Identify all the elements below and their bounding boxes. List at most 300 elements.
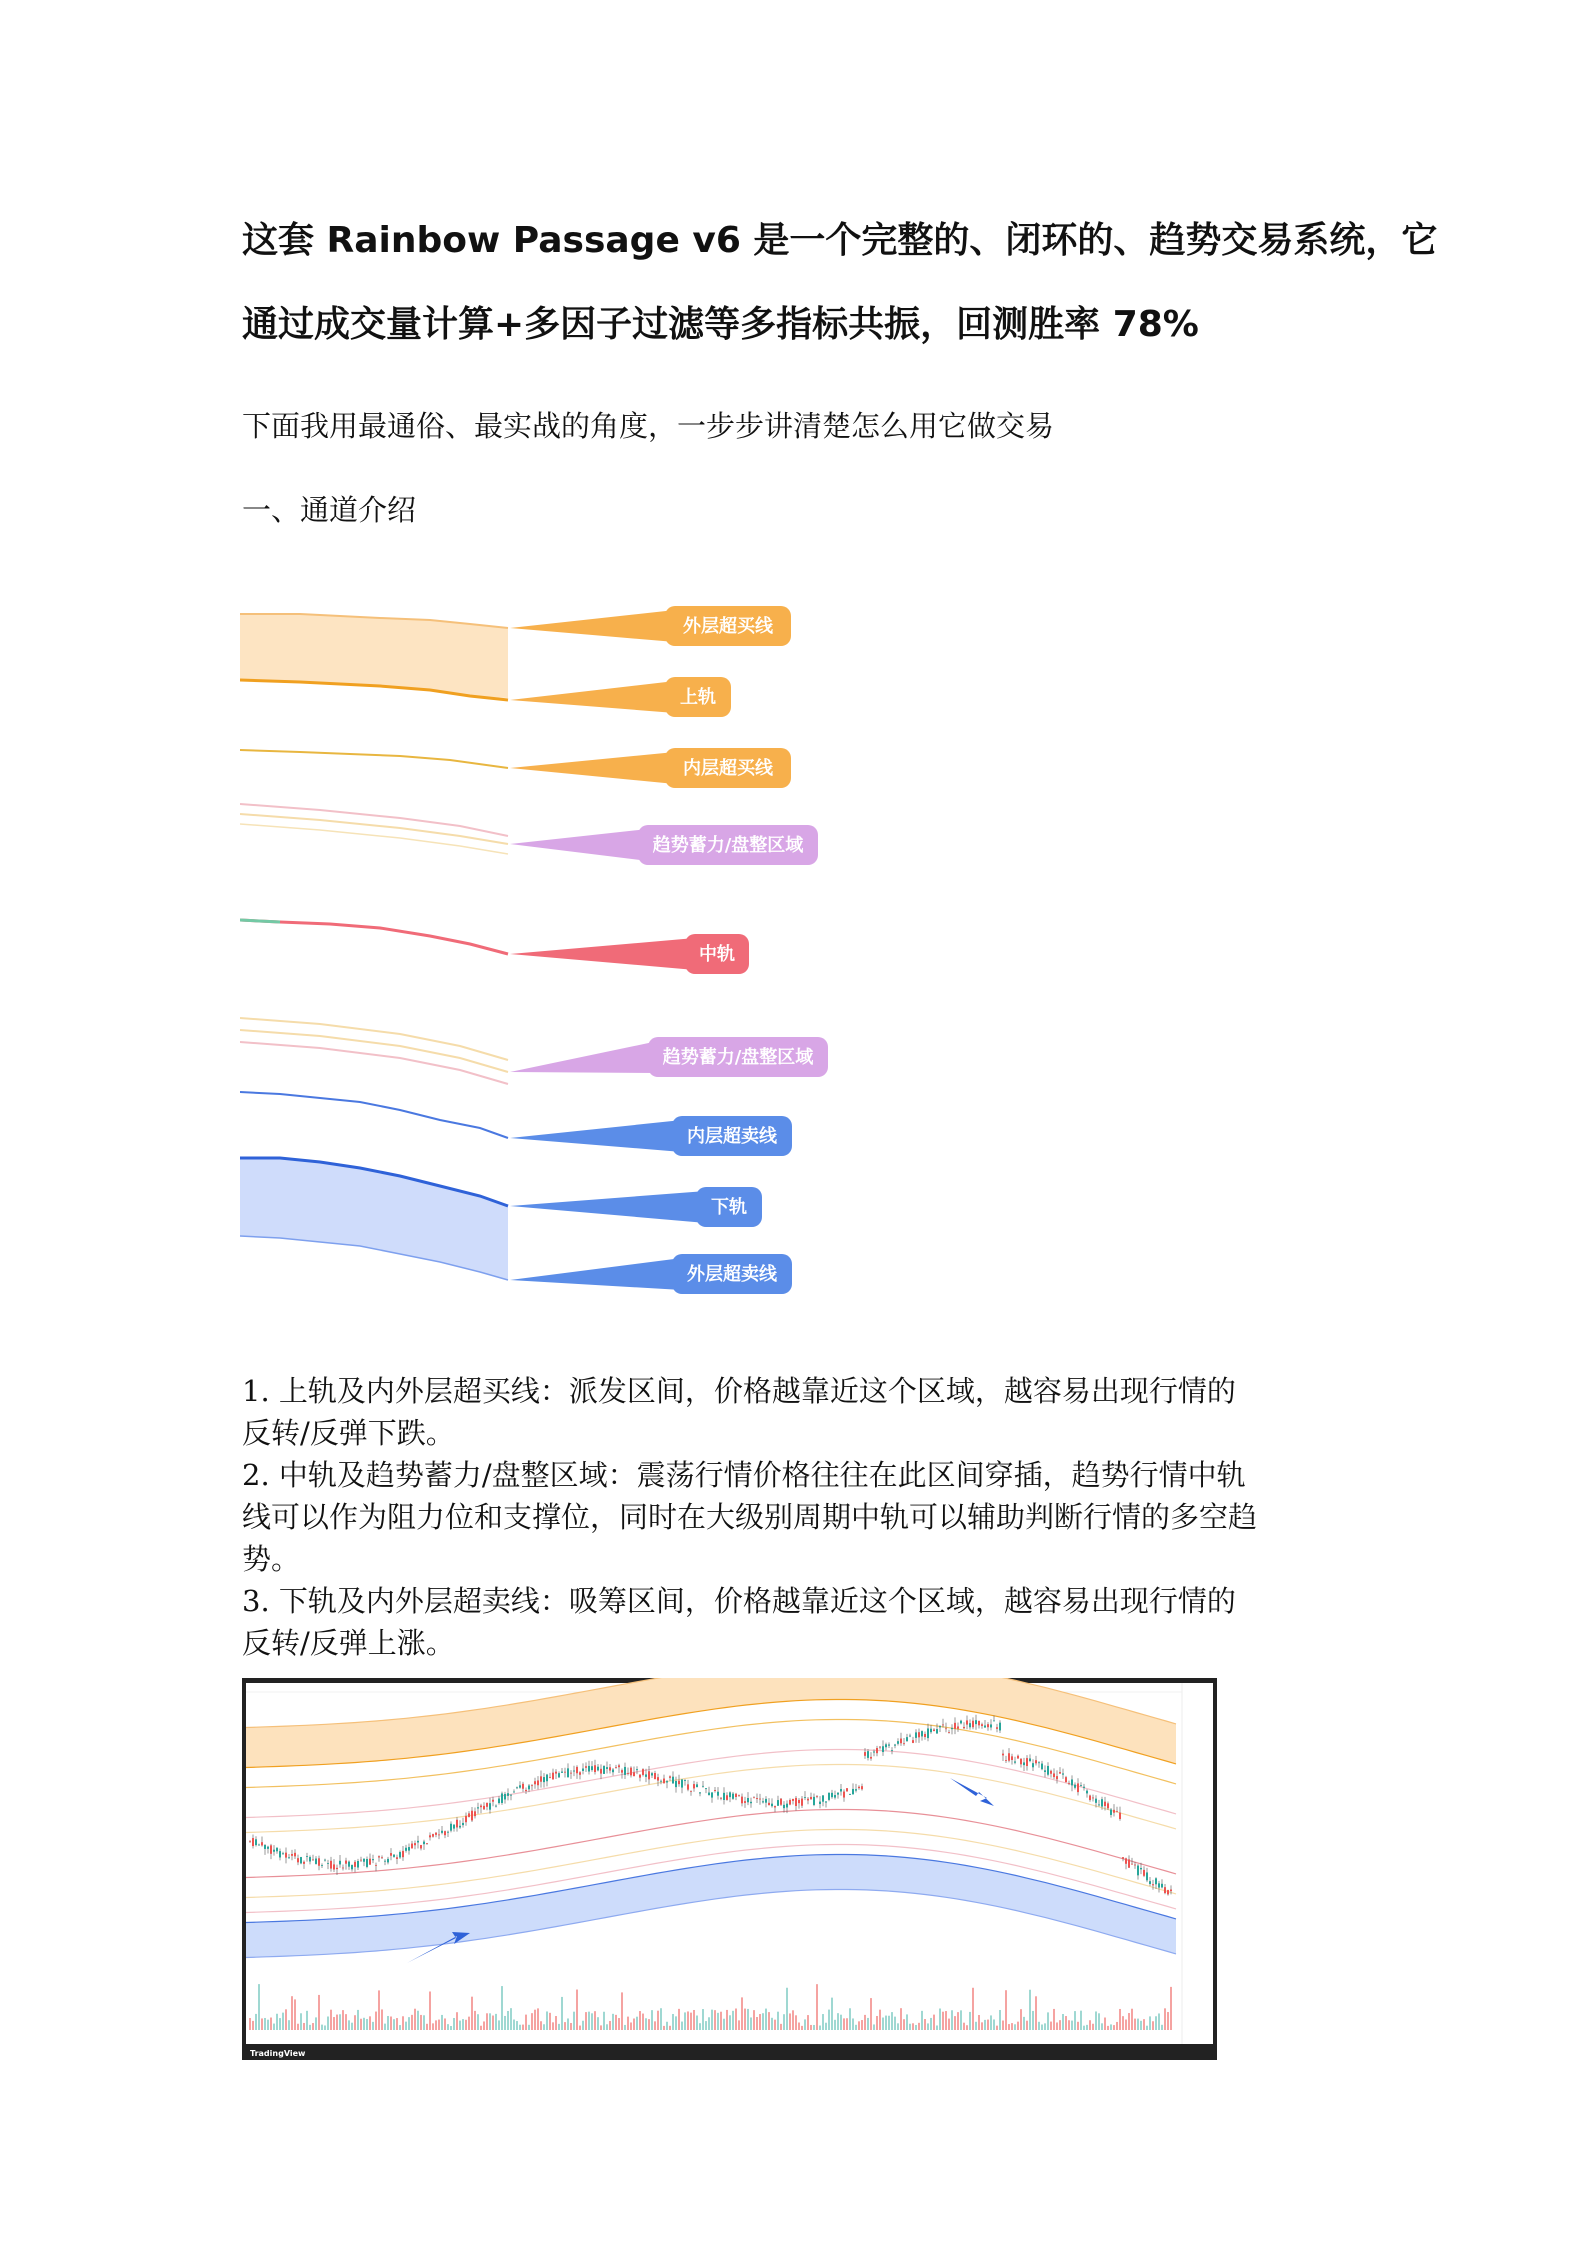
chart-volume-bar: [975, 2022, 977, 2030]
chart-candle-body: [729, 1792, 731, 1797]
chart-candle-body: [1134, 1865, 1136, 1866]
chart-candle-body: [462, 1823, 464, 1825]
chart-volume-bar: [978, 2015, 980, 2030]
chart-candle-body: [1005, 1760, 1007, 1761]
chart-volume-bar: [396, 2018, 398, 2030]
chart-volume-bar: [1068, 2020, 1070, 2030]
chart-volume-bar: [573, 2012, 575, 2030]
chart-volume-bar: [267, 2020, 269, 2030]
chart-volume-bar: [1035, 1996, 1037, 2030]
chart-volume-bar: [1002, 2021, 1004, 2030]
chart-candle-body: [972, 1721, 974, 1728]
consolidation-upper-line-1: [240, 804, 508, 836]
chart-candle-body: [537, 1780, 539, 1785]
chart-volume-bar: [354, 2015, 356, 2030]
chart-volume-bar: [648, 2019, 650, 2030]
chart-volume-bar: [441, 2015, 443, 2030]
chart-candle-body: [774, 1806, 776, 1807]
chart-volume-bar: [330, 2010, 332, 2030]
callout-label-6: [510, 1037, 828, 1077]
chart-candle-body: [585, 1766, 587, 1768]
chart-volume-bar: [714, 2010, 716, 2030]
chart-candle-body: [714, 1790, 716, 1791]
chart-volume-bar: [288, 2020, 290, 2030]
chart-volume-bar: [888, 2016, 890, 2030]
chart-volume-bar: [969, 2012, 971, 2030]
chart-candle-body: [552, 1773, 554, 1780]
chart-volume-bar: [699, 2023, 701, 2030]
chart-candle-body: [855, 1789, 857, 1790]
chart-volume-bar: [1017, 2022, 1019, 2030]
chart-candle-body: [1137, 1866, 1139, 1876]
chart-volume-bar: [621, 1992, 623, 2030]
chart-volume-bar: [1032, 2011, 1034, 2030]
chart-candle-body: [615, 1767, 617, 1768]
chart-volume-bar: [762, 2013, 764, 2030]
chart-volume-bar: [1041, 2025, 1043, 2031]
chart-candle-body: [873, 1751, 875, 1752]
chart-volume-bar: [1131, 2009, 1133, 2030]
chart-volume-bar: [363, 2018, 365, 2030]
chart-candle-body: [885, 1744, 887, 1747]
chart-candle-body: [270, 1845, 272, 1853]
chart-candle-body: [579, 1772, 581, 1775]
chart-candle-body: [1083, 1787, 1085, 1788]
chart-volume-bar: [723, 2019, 725, 2030]
chart-candle-body: [726, 1795, 728, 1800]
chart-candle-body: [708, 1793, 710, 1795]
title-line-2: 通过成交量计算+多因子过滤等多指标共振，回测胜率 78%: [242, 304, 1199, 345]
chart-volume-bar: [381, 2009, 383, 2030]
chart-candle-body: [945, 1728, 947, 1729]
chart-candle-body: [780, 1799, 782, 1805]
chart-volume-bar: [1113, 2025, 1115, 2030]
chart-volume-bar: [624, 2025, 626, 2030]
chart-volume-bar: [642, 2014, 644, 2030]
chart-candle-body: [591, 1766, 593, 1770]
chart-candle-body: [528, 1785, 530, 1789]
chart-candle-body: [396, 1857, 398, 1859]
chart-candle-body: [291, 1854, 293, 1856]
chart-volume-bar: [1086, 2025, 1088, 2030]
chart-volume-bar: [702, 2009, 704, 2030]
chart-volume-bar: [675, 2016, 677, 2030]
chart-volume-bar: [795, 2015, 797, 2030]
chart-volume-bar: [258, 1984, 260, 2030]
chart-volume-bar: [1128, 2013, 1130, 2030]
chart-volume-bar: [711, 2010, 713, 2030]
chart-candle-body: [741, 1797, 743, 1804]
chart-candle-body: [1128, 1859, 1130, 1867]
chart-candle-body: [423, 1842, 425, 1845]
chart-candle-body: [336, 1868, 338, 1869]
chart-candle-body: [894, 1745, 896, 1746]
chart-candle-body: [450, 1824, 452, 1831]
chart-volume-bar: [720, 2012, 722, 2030]
chart-candle-body: [1041, 1764, 1043, 1770]
chart-volume-bar: [1089, 2020, 1091, 2030]
chart-volume-bar: [279, 2018, 281, 2030]
chart-volume-bar: [399, 2025, 401, 2030]
chart-volume-bar: [864, 2015, 866, 2030]
chart-candle-body: [912, 1740, 914, 1743]
chart-candle-body: [693, 1784, 695, 1788]
callout-text: 趋势蓄力/盘整区域: [652, 835, 804, 856]
chart-volume-bar: [822, 2014, 824, 2030]
chart-volume-bar: [483, 2021, 485, 2030]
chart-candle-body: [321, 1865, 323, 1866]
chart-volume-bar: [321, 2025, 323, 2030]
chart-volume-bar: [684, 2012, 686, 2030]
chart-candle-body: [273, 1850, 275, 1852]
chart-volume-bar: [549, 2013, 551, 2030]
chart-volume-bar: [423, 2015, 425, 2030]
chart-candle-body: [786, 1804, 788, 1808]
chart-volume-bar: [438, 2020, 440, 2030]
chart-candle-body: [966, 1720, 968, 1724]
chart-candle-body: [831, 1793, 833, 1797]
chart-candle-body: [576, 1767, 578, 1773]
chart-volume-bar: [1104, 2018, 1106, 2030]
chart-volume-bar: [552, 2022, 554, 2030]
chart-candle-body: [747, 1798, 749, 1802]
middle-band-line: [240, 920, 508, 954]
chart-candle-body: [516, 1787, 518, 1788]
chart-volume-bar: [873, 2024, 875, 2030]
chart-volume-bar: [576, 1990, 578, 2030]
chart-candle-body: [648, 1771, 650, 1779]
chart-candle-body: [255, 1839, 257, 1845]
chart-candle-body: [555, 1772, 557, 1774]
chart-candle-body: [636, 1769, 638, 1770]
chart-volume-bar: [726, 2010, 728, 2030]
chart-volume-bar: [882, 2018, 884, 2030]
chart-volume-bar: [921, 2011, 923, 2030]
chart-candle-body: [261, 1842, 263, 1845]
chart-candle-body: [618, 1765, 620, 1767]
chart-candle-body: [1026, 1758, 1028, 1766]
chart-volume-bar: [777, 2012, 779, 2030]
chart-candle-body: [525, 1790, 527, 1791]
chart-candle-body: [312, 1859, 314, 1860]
chart-candle-body: [540, 1776, 542, 1781]
chart-candle-body: [876, 1748, 878, 1753]
chart-candle-body: [561, 1772, 563, 1773]
callout-text: 趋势蓄力/盘整区域: [662, 1047, 814, 1068]
chart-volume-bar: [1011, 2023, 1013, 2030]
chart-candle-body: [549, 1777, 551, 1778]
chart-candle-body: [1071, 1779, 1073, 1785]
chart-candle-body: [765, 1799, 767, 1803]
chart-candle-body: [993, 1721, 995, 1722]
chart-candle-body: [453, 1825, 455, 1829]
chart-volume-bar: [705, 2021, 707, 2030]
chart-candle-body: [789, 1800, 791, 1805]
chart-candle-body: [753, 1797, 755, 1798]
chart-candle-body: [300, 1857, 302, 1863]
chart-candle-body: [480, 1806, 482, 1808]
list-item-3-line-2: 反转/反弹上涨。: [242, 1626, 455, 1660]
chart-volume-bar: [801, 2026, 803, 2030]
chart-candle-body: [1095, 1799, 1097, 1803]
chart-candle-body: [1011, 1756, 1013, 1760]
chart-candle-body: [687, 1784, 689, 1789]
chart-volume-bar: [612, 2014, 614, 2030]
chart-volume-bar: [669, 2026, 671, 2030]
chart-volume-bar: [834, 2020, 836, 2030]
chart-volume-bar: [510, 2008, 512, 2030]
chart-candle-body: [426, 1843, 428, 1844]
chart-volume-bar: [732, 2011, 734, 2030]
chart-candle-body: [498, 1799, 500, 1804]
chart-candle-body: [1143, 1870, 1145, 1876]
tradingview-screenshot: [242, 1678, 1217, 2060]
chart-candle-body: [507, 1793, 509, 1796]
chart-volume-bar: [960, 2010, 962, 2030]
chart-volume-bar: [984, 2020, 986, 2030]
chart-volume-bar: [756, 2017, 758, 2030]
chart-candle-body: [663, 1779, 665, 1784]
section-heading-channel: 一、通道介绍: [242, 493, 417, 527]
chart-volume-bar: [603, 2012, 605, 2030]
chart-volume-bar: [444, 2018, 446, 2030]
chart-candle-body: [294, 1853, 296, 1857]
chart-volume-bar: [639, 2011, 641, 2030]
chart-candle-body: [930, 1729, 932, 1732]
chart-volume-bar: [351, 2023, 353, 2030]
middle-band-line-green-segment: [240, 920, 280, 922]
chart-candle-body: [360, 1860, 362, 1861]
chart-candle-body: [252, 1838, 254, 1846]
chart-volume-bar: [270, 2018, 272, 2030]
chart-volume-bar: [783, 2014, 785, 2030]
chart-volume-bar: [807, 2015, 809, 2030]
chart-candle-body: [1098, 1805, 1100, 1806]
chart-volume-bar: [996, 2026, 998, 2030]
chart-volume-bar: [591, 2013, 593, 2030]
chart-volume-bar: [420, 2015, 422, 2030]
chart-volume-bar: [495, 2014, 497, 2030]
chart-candle-body: [1017, 1756, 1019, 1759]
chart-candle-body: [1032, 1763, 1034, 1767]
chart-candle-body: [867, 1751, 869, 1758]
chart-candle-body: [249, 1841, 251, 1842]
chart-volume-bar: [546, 2011, 548, 2030]
chart-volume-bar: [366, 2019, 368, 2030]
chart-candle-body: [999, 1723, 1001, 1731]
chart-volume-bar: [663, 2026, 665, 2030]
chart-candle-body: [954, 1723, 956, 1729]
chart-volume-bar: [264, 2018, 266, 2030]
chart-volume-bar: [810, 2025, 812, 2030]
chart-volume-bar: [1077, 2022, 1079, 2030]
chart-volume-bar: [594, 2011, 596, 2030]
callout-text: 外层超买线: [683, 616, 773, 637]
chart-candle-body: [378, 1856, 380, 1857]
chart-candle-body: [411, 1844, 413, 1849]
chart-volume-bar: [738, 2020, 740, 2030]
chart-volume-bar: [570, 2023, 572, 2030]
list-item-1-line-1: 1. 上轨及内外层超买线：派发区间，价格越靠近这个区域，越容易出现行情的: [242, 1374, 1236, 1408]
chart-candle-body: [1161, 1884, 1163, 1888]
chart-candle-body: [306, 1856, 308, 1857]
consolidation-upper-line-2: [240, 814, 508, 844]
chart-volume-bar: [1005, 1990, 1007, 2030]
chart-volume-bar: [735, 2008, 737, 2030]
chart-candle-body: [801, 1799, 803, 1806]
chart-candle-body: [1164, 1887, 1166, 1893]
chart-candle-body: [606, 1767, 608, 1769]
callout-text: 下轨: [711, 1197, 747, 1218]
chart-candle-body: [744, 1801, 746, 1803]
chart-candle-body: [642, 1769, 644, 1775]
chart-volume-bar: [759, 2014, 761, 2030]
chart-volume-bar: [579, 2026, 581, 2030]
chart-volume-bar: [1146, 2026, 1148, 2030]
chart-candle-body: [948, 1732, 950, 1733]
chart-volume-bar: [825, 2023, 827, 2030]
chart-candle-body: [282, 1853, 284, 1854]
chart-volume-bar: [891, 2012, 893, 2030]
chart-volume-bar: [918, 2023, 920, 2030]
chart-candle-body: [489, 1803, 491, 1809]
chart-candle-body: [339, 1861, 341, 1865]
chart-candle-body: [816, 1796, 818, 1797]
chart-candle-body: [981, 1724, 983, 1726]
chart-candle-body: [513, 1792, 515, 1793]
chart-volume-bar: [486, 2013, 488, 2030]
chart-candle-body: [651, 1773, 653, 1775]
chart-candle-body: [717, 1792, 719, 1796]
chart-volume-bar: [372, 2022, 374, 2030]
chart-volume-bar: [531, 2013, 533, 2030]
chart-candle-body: [681, 1779, 683, 1787]
chart-candle-body: [852, 1789, 854, 1794]
chart-candle-body: [645, 1774, 647, 1776]
chart-volume-bar: [816, 1984, 818, 2030]
chart-candle-body: [1002, 1754, 1004, 1756]
chart-candle-body: [882, 1746, 884, 1752]
chart-candle-body: [402, 1851, 404, 1857]
chart-volume-bar: [504, 2016, 506, 2030]
chart-candle-body: [357, 1861, 359, 1868]
chart-candle-body: [879, 1747, 881, 1748]
chart-candle-body: [810, 1797, 812, 1799]
callout-label-7: [510, 1116, 792, 1156]
chart-volume-bar: [1167, 2012, 1169, 2030]
chart-candle-body: [1116, 1811, 1118, 1812]
chart-candle-body: [825, 1801, 827, 1802]
chart-volume-bar: [876, 2016, 878, 2030]
chart-candle-body: [1170, 1890, 1172, 1892]
chart-candle-body: [351, 1865, 353, 1869]
chart-volume-bar: [693, 2010, 695, 2030]
chart-candle-body: [732, 1794, 734, 1799]
chart-volume-bar: [261, 2018, 263, 2030]
chart-volume-bar: [843, 2018, 845, 2030]
chart-candle-body: [891, 1750, 893, 1751]
chart-volume-bar: [1125, 2020, 1127, 2030]
chart-candle-body: [702, 1786, 704, 1787]
chart-candle-body: [1131, 1864, 1133, 1865]
chart-volume-bar: [561, 1997, 563, 2030]
chart-volume-bar: [315, 2017, 317, 2030]
chart-candle-body: [564, 1772, 566, 1773]
chart-candle-body: [603, 1766, 605, 1774]
chart-candle-body: [1107, 1803, 1109, 1808]
chart-candle-body: [1074, 1785, 1076, 1788]
chart-candle-body: [924, 1734, 926, 1737]
chart-candle-body: [570, 1773, 572, 1774]
chart-volume-bar: [780, 2024, 782, 2030]
chart-candle-body: [705, 1788, 707, 1789]
chart-candle-body: [783, 1805, 785, 1808]
chart-volume-bar: [525, 2015, 527, 2030]
chart-volume-bar: [840, 2015, 842, 2030]
chart-volume-bar: [318, 1995, 320, 2030]
chart-candle-body: [921, 1731, 923, 1736]
chart-candle-body: [1158, 1883, 1160, 1887]
consolidation-lower-line-1: [240, 1018, 508, 1060]
chart-volume-bar: [342, 2010, 344, 2030]
callout-pointer: [510, 610, 675, 642]
chart-candle-body: [795, 1798, 797, 1806]
chart-candle-body: [903, 1743, 905, 1744]
chart-candle-body: [849, 1794, 851, 1795]
callout-text: 外层超卖线: [687, 1264, 777, 1285]
chart-candle-body: [984, 1725, 986, 1727]
chart-candle-body: [630, 1768, 632, 1776]
chart-volume-bar: [1059, 2020, 1061, 2030]
chart-volume-bar: [312, 2023, 314, 2030]
chart-candle-body: [522, 1784, 524, 1789]
chart-candle-body: [393, 1855, 395, 1857]
callout-text: 上轨: [680, 687, 716, 708]
chart-candle-body: [735, 1794, 737, 1797]
chart-candle-body: [414, 1843, 416, 1845]
chart-volume-bar: [903, 2019, 905, 2030]
chart-candle-body: [1014, 1761, 1016, 1762]
chart-candle-body: [633, 1772, 635, 1776]
chart-candle-body: [390, 1853, 392, 1856]
chart-volume-bar: [636, 2017, 638, 2030]
chart-candle-body: [846, 1788, 848, 1791]
chart-volume-bar: [1155, 2016, 1157, 2030]
chart-candle-body: [1089, 1796, 1091, 1801]
chart-candle-body: [285, 1853, 287, 1858]
chart-candle-body: [1044, 1770, 1046, 1772]
chart-volume-bar: [849, 2008, 851, 2030]
chart-volume-bar: [1026, 2021, 1028, 2030]
chart-volume-bar: [912, 2023, 914, 2030]
chart-volume-bar: [789, 2013, 791, 2030]
chart-candle-body: [567, 1768, 569, 1777]
chart-volume-bar: [585, 2012, 587, 2030]
chart-candle-body: [669, 1776, 671, 1778]
chart-candle-body: [771, 1804, 773, 1807]
chart-candle-body: [408, 1847, 410, 1851]
chart-volume-bar: [831, 1998, 833, 2030]
chart-volume-bar: [294, 1999, 296, 2030]
chart-volume-bar: [930, 2018, 932, 2030]
chart-candle-body: [909, 1736, 911, 1737]
chart-volume-bar: [645, 2018, 647, 2030]
inner-overbought-line: [240, 750, 508, 768]
chart-candle-body: [1086, 1791, 1088, 1794]
chart-volume-bar: [1170, 1987, 1172, 2030]
channel-diagram: [240, 590, 860, 1310]
chart-candle-body: [531, 1785, 533, 1786]
